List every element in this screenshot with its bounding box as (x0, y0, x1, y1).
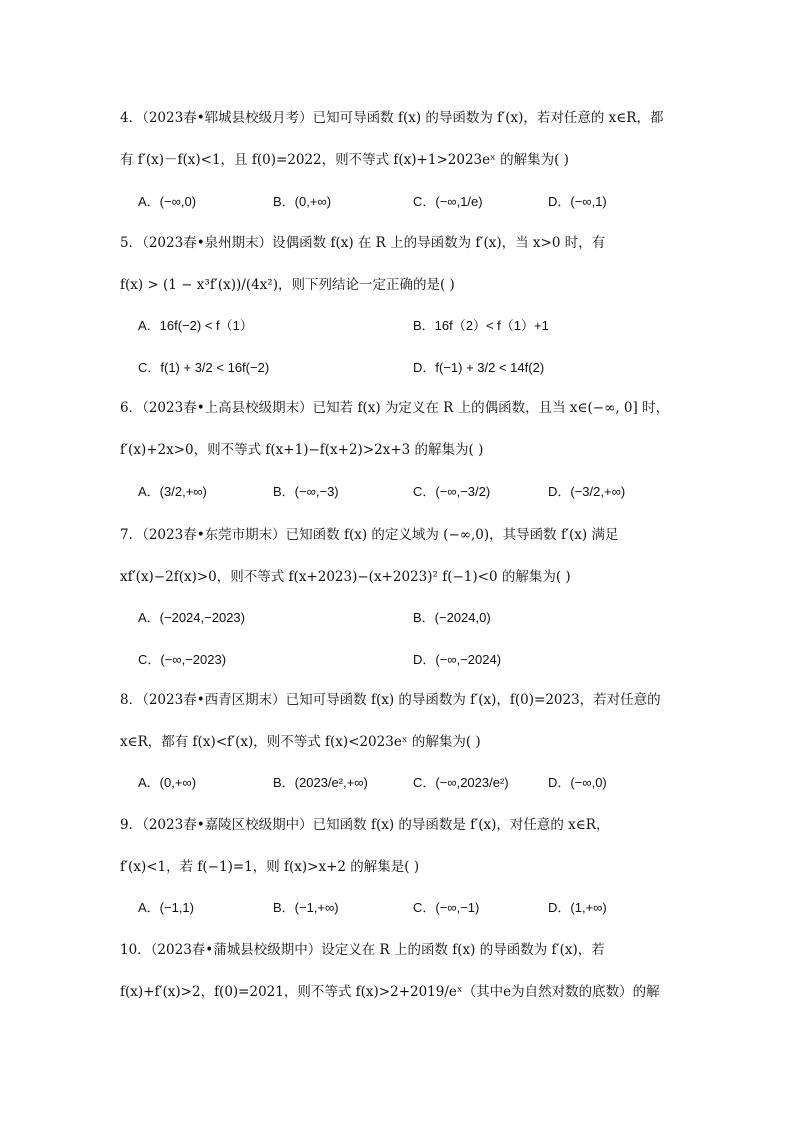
question-8-option-b: B．(2023/e²,+∞) (273, 775, 368, 790)
question-5-line-2: f(x) > (1 − x³f′(x))/(4x²)，则下列结论一定正确的是( ) (120, 277, 455, 293)
question-9-option-a: A．(−1,1) (138, 900, 194, 915)
question-4-option-a: A．(−∞,0) (138, 194, 197, 209)
question-6-option-b: B．(−∞,−3) (273, 484, 339, 499)
question-8-line-2: x∈R，都有 f(x)<f′(x)，则不等式 f(x)<2023eˣ 的解集为( ) (120, 734, 481, 750)
question-4-option-c: C．(−∞,1/e) (413, 194, 483, 209)
question-7-option-d: D．(−∞,−2024) (413, 652, 502, 667)
question-4-option-d: D．(−∞,1) (548, 194, 607, 209)
question-5-option-b: B．16f（2）< f（1）+1 (413, 318, 549, 333)
question-6-option-a: A．(3/2,+∞) (138, 484, 207, 499)
question-10-line-2: f(x)+f′(x)>2，f(0)=2021，则不等式 f(x)>2+2019/eˣ（其中e为自然对数的底数）的解 (120, 984, 660, 1000)
question-8-option-a: A．(0,+∞) (138, 775, 197, 790)
question-8-option-d: D．(−∞,0) (548, 775, 607, 790)
question-7-option-a: A．(−2024,−2023) (138, 610, 245, 625)
question-5-option-d: D．f(−1) + 3/2 < 14f(2) (413, 360, 545, 375)
question-6-option-d: D．(−3/2,+∞) (548, 484, 626, 499)
question-7-line-1: 7．（2023春•东莞市期末）已知函数 f(x) 的定义域为 (−∞,0)，其导函数 f′(x) 满足 (120, 527, 619, 543)
question-5-option-a: A．16f(−2) < f（1） (138, 318, 253, 333)
question-7-option-b: B．(−2024,0) (413, 610, 491, 625)
question-5-line-1: 5．（2023春•泉州期末）设偶函数 f(x) 在 R 上的导函数为 f′(x)，当 x>0 时，有 (120, 235, 606, 251)
question-5-option-c: C．f(1) + 3/2 < 16f(−2) (138, 360, 270, 375)
question-4-option-b: B．(0,+∞) (273, 194, 332, 209)
question-9-line-2: f′(x)<1，若 f(−1)=1，则 f(x)>x+2 的解集是( ) (120, 859, 420, 875)
question-8-option-c: C．(−∞,2023/e²) (413, 775, 509, 790)
question-9-line-1: 9．（2023春•嘉陵区校级期中）已知函数 f(x) 的导函数是 f′(x)，对任意的 x∈R， (120, 817, 610, 833)
question-7-option-c: C．(−∞,−2023) (138, 652, 227, 667)
question-9-option-b: B．(−1,+∞) (273, 900, 339, 915)
question-4-line-1: 4．（2023春•郓城县校级月考）已知可导函数 f(x) 的导函数为 f′(x)，若对任意的 x∈R，都 (120, 110, 664, 126)
question-6-line-2: f′(x)+2x>0，则不等式 f(x+1)−f(x+2)>2x+3 的解集为( ) (120, 442, 484, 458)
question-7-line-2: xf′(x)−2f(x)>0，则不等式 f(x+2023)−(x+2023)² f(−1)<0 的解集为( ) (120, 569, 571, 585)
question-8-line-1: 8．（2023春•西青区期末）已知可导函数 f(x) 的导函数为 f′(x)，f(0)=2023，若对任意的 (120, 692, 661, 708)
question-9-option-d: D．(1,+∞) (548, 900, 607, 915)
question-4-line-2: 有 f′(x)－f(x)<1，且 f(0)=2022，则不等式 f(x)+1>2023eˣ 的解集为( ) (120, 152, 569, 168)
question-6-option-c: C．(−∞,−3/2) (413, 484, 491, 499)
question-9-option-c: C．(−∞,−1) (413, 900, 480, 915)
question-10-line-1: 10．（2023春•蒲城县校级期中）设定义在 R 上的函数 f(x) 的导函数为 f′(x)，若 (120, 942, 605, 958)
question-6-line-1: 6．（2023春•上高县校级期末）已知若 f(x) 为定义在 R 上的偶函数，且当 x∈(−∞, 0] 时， (120, 400, 670, 416)
